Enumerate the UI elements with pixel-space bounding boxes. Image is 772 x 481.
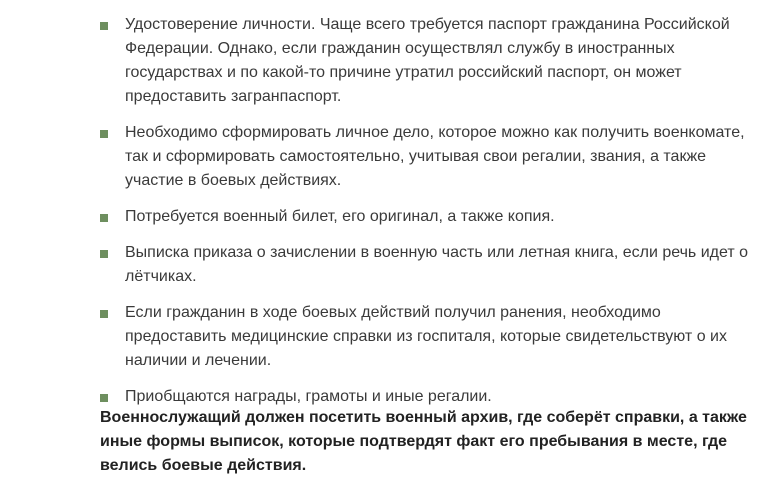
list-item-text: Удостоверение личности. Чаще всего требуется паспорт гражданина Российской Федерации. Однако, если гражданин осуществлял службу в иностранных государствах и по какой-то причине утратил российский паспорт, он может предоставить загранпаспорт. — [125, 16, 730, 105]
list-item — [0, 13, 772, 109]
square-bullet-icon — [100, 310, 108, 318]
list-item — [0, 241, 772, 289]
summary-paragraph: Военнослужащий должен посетить военный архив, где соберёт справки, а также иные формы выписок, которые подтвердят факт его пребывания в месте, где велись боевые действия. — [100, 409, 747, 474]
list-item-text: Необходимо сформировать личное дело, которое можно как получить военкомате, так и сформировать самостоятельно, учитывая свои регалии, звания, а также участие в боевых действиях. — [125, 124, 745, 189]
square-bullet-icon — [100, 214, 108, 222]
list-item-text: Приобщаются награды, грамоты и иные регалии. — [125, 388, 492, 405]
list-item-text: Выписка приказа о зачислении в военную часть или летная книга, если речь идет о лётчиках. — [125, 244, 749, 285]
list-item — [0, 301, 772, 373]
square-bullet-icon — [100, 250, 108, 258]
list-item — [0, 205, 772, 229]
document-list — [0, 13, 772, 421]
square-bullet-icon — [100, 394, 108, 402]
square-bullet-icon — [100, 22, 108, 30]
list-item-text: Потребуется военный билет, его оригинал, а также копия. — [125, 208, 555, 225]
list-item — [0, 121, 772, 193]
list-item-text: Если гражданин в ходе боевых действий получил ранения, необходимо предоставить медицинские справки из госпиталя, которые свидетельствуют о их наличии и лечении. — [125, 304, 727, 369]
square-bullet-icon — [100, 130, 108, 138]
